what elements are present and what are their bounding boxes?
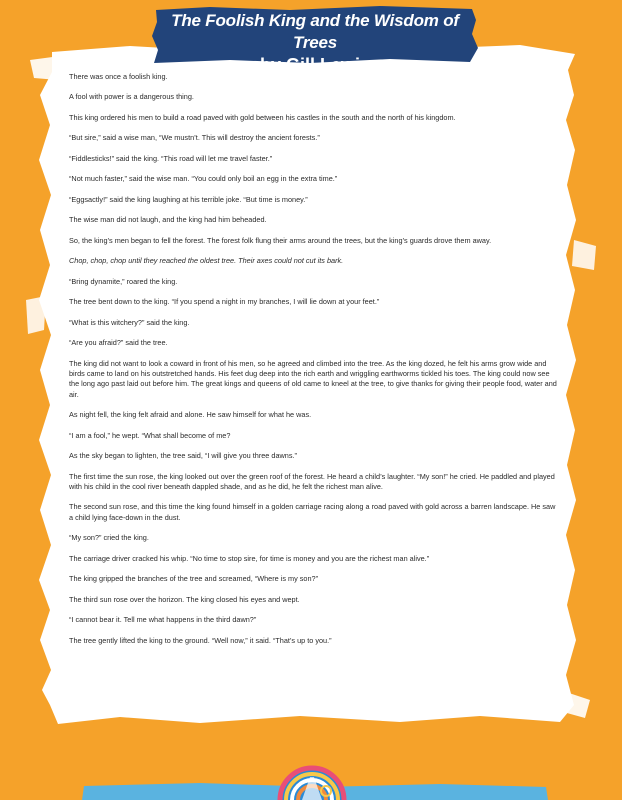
story-paragraph: “Not much faster,” said the wise man. “You could only boil an egg in the extra time.”	[69, 174, 338, 184]
story-paragraph: As night fell, the king felt afraid and alone. He saw himself for what he was.	[69, 410, 312, 420]
story-paragraph: The tree bent down to the king. “If you spend a night in my branches, I will lie down at your feet.”	[69, 297, 380, 307]
story-paragraph: So, the king’s men began to fell the forest. The forest folk flung their arms around the trees, but the king’s guards drove them away.	[69, 235, 492, 245]
story-paragraph: “Eggsactly!” said the king laughing at his terrible joke. “But time is money.”	[69, 194, 308, 204]
story-paragraph: This king ordered his men to build a road paved with gold between his castles in the south and the north of his kingdom.	[69, 112, 456, 122]
story-paragraph: There was once a foolish king.	[69, 72, 168, 81]
story-paragraph: The second sun rose, and this time the king found himself in a golden carriage racing along a road paved with gold across a barren landscape. He saw a child lying face-down in the dust.	[69, 502, 556, 522]
story-text	[69, 72, 557, 656]
story-paragraph: The third sun rose over the horizon. The king closed his eyes and wept.	[69, 594, 300, 604]
page-title: The Foolish King and the Wisdom of Trees	[171, 11, 459, 52]
story-paragraph: “What is this witchery?” said the king.	[69, 317, 190, 327]
story-paragraph: The tree gently lifted the king to the ground. “Well now,” it said. “That’s up to you.”	[69, 635, 332, 645]
author-byline: by Gill Lewis	[259, 55, 371, 75]
story-paragraph: “But sire,” said a wise man, “We mustn’t. This will destroy the ancient forests.”	[69, 133, 320, 143]
story-paragraph: “I cannot bear it. Tell me what happens in the third dawn?”	[69, 615, 257, 625]
story-paragraph: Chop, chop, chop until they reached the oldest tree. Their axes could not cut its bark.	[69, 256, 344, 266]
story-paragraph: The carriage driver cracked his whip. “No time to stop sire, for time is money and you are the richest man alive.”	[69, 553, 430, 563]
story-paragraph: “Fiddlesticks!” said the king. “This road will let me travel faster.”	[69, 153, 273, 163]
story-paragraph: The king did not want to look a coward in front of his men, so he agreed and climbed into the tree. As the king dozed, he felt his arms grow wide and birds came to land on his outstretched hands. His feet dug deep into the rich earth and wriggling earthworms tickled his toes. The king could now see the long ago past laid out before him. The great kings and queens of old came to kneel at the tree, to give thanks for giving their people food, water and air.	[69, 358, 557, 399]
story-paragraph: A fool with power is a dangerous thing.	[69, 92, 194, 102]
story-paragraph: “Bring dynamite,” roared the king.	[69, 276, 178, 286]
story-paragraph: “I am a fool,” he wept. “What shall become of me?	[69, 430, 231, 440]
story-paragraph: The king gripped the branches of the tree and screamed, “Where is my son?”	[69, 574, 319, 584]
rainbow-globe-icon	[262, 763, 362, 800]
story-paragraph: “Are you afraid?” said the tree.	[69, 338, 168, 348]
title-block	[150, 10, 480, 76]
story-paragraph: The wise man did not laugh, and the king had him beheaded.	[69, 215, 267, 225]
story-paragraph: As the sky began to lighten, the tree said, “I will give you three dawns.”	[69, 451, 297, 461]
story-paragraph: The first time the sun rose, the king looked out over the green roof of the forest. He heard a child’s laughter. “My son!” he cried. He paddled and played with his child in the cool river beneath dappled shade, and as he did, he felt the richest man alive.	[69, 471, 555, 491]
story-paragraph: “My son?” cried the king.	[69, 533, 149, 543]
